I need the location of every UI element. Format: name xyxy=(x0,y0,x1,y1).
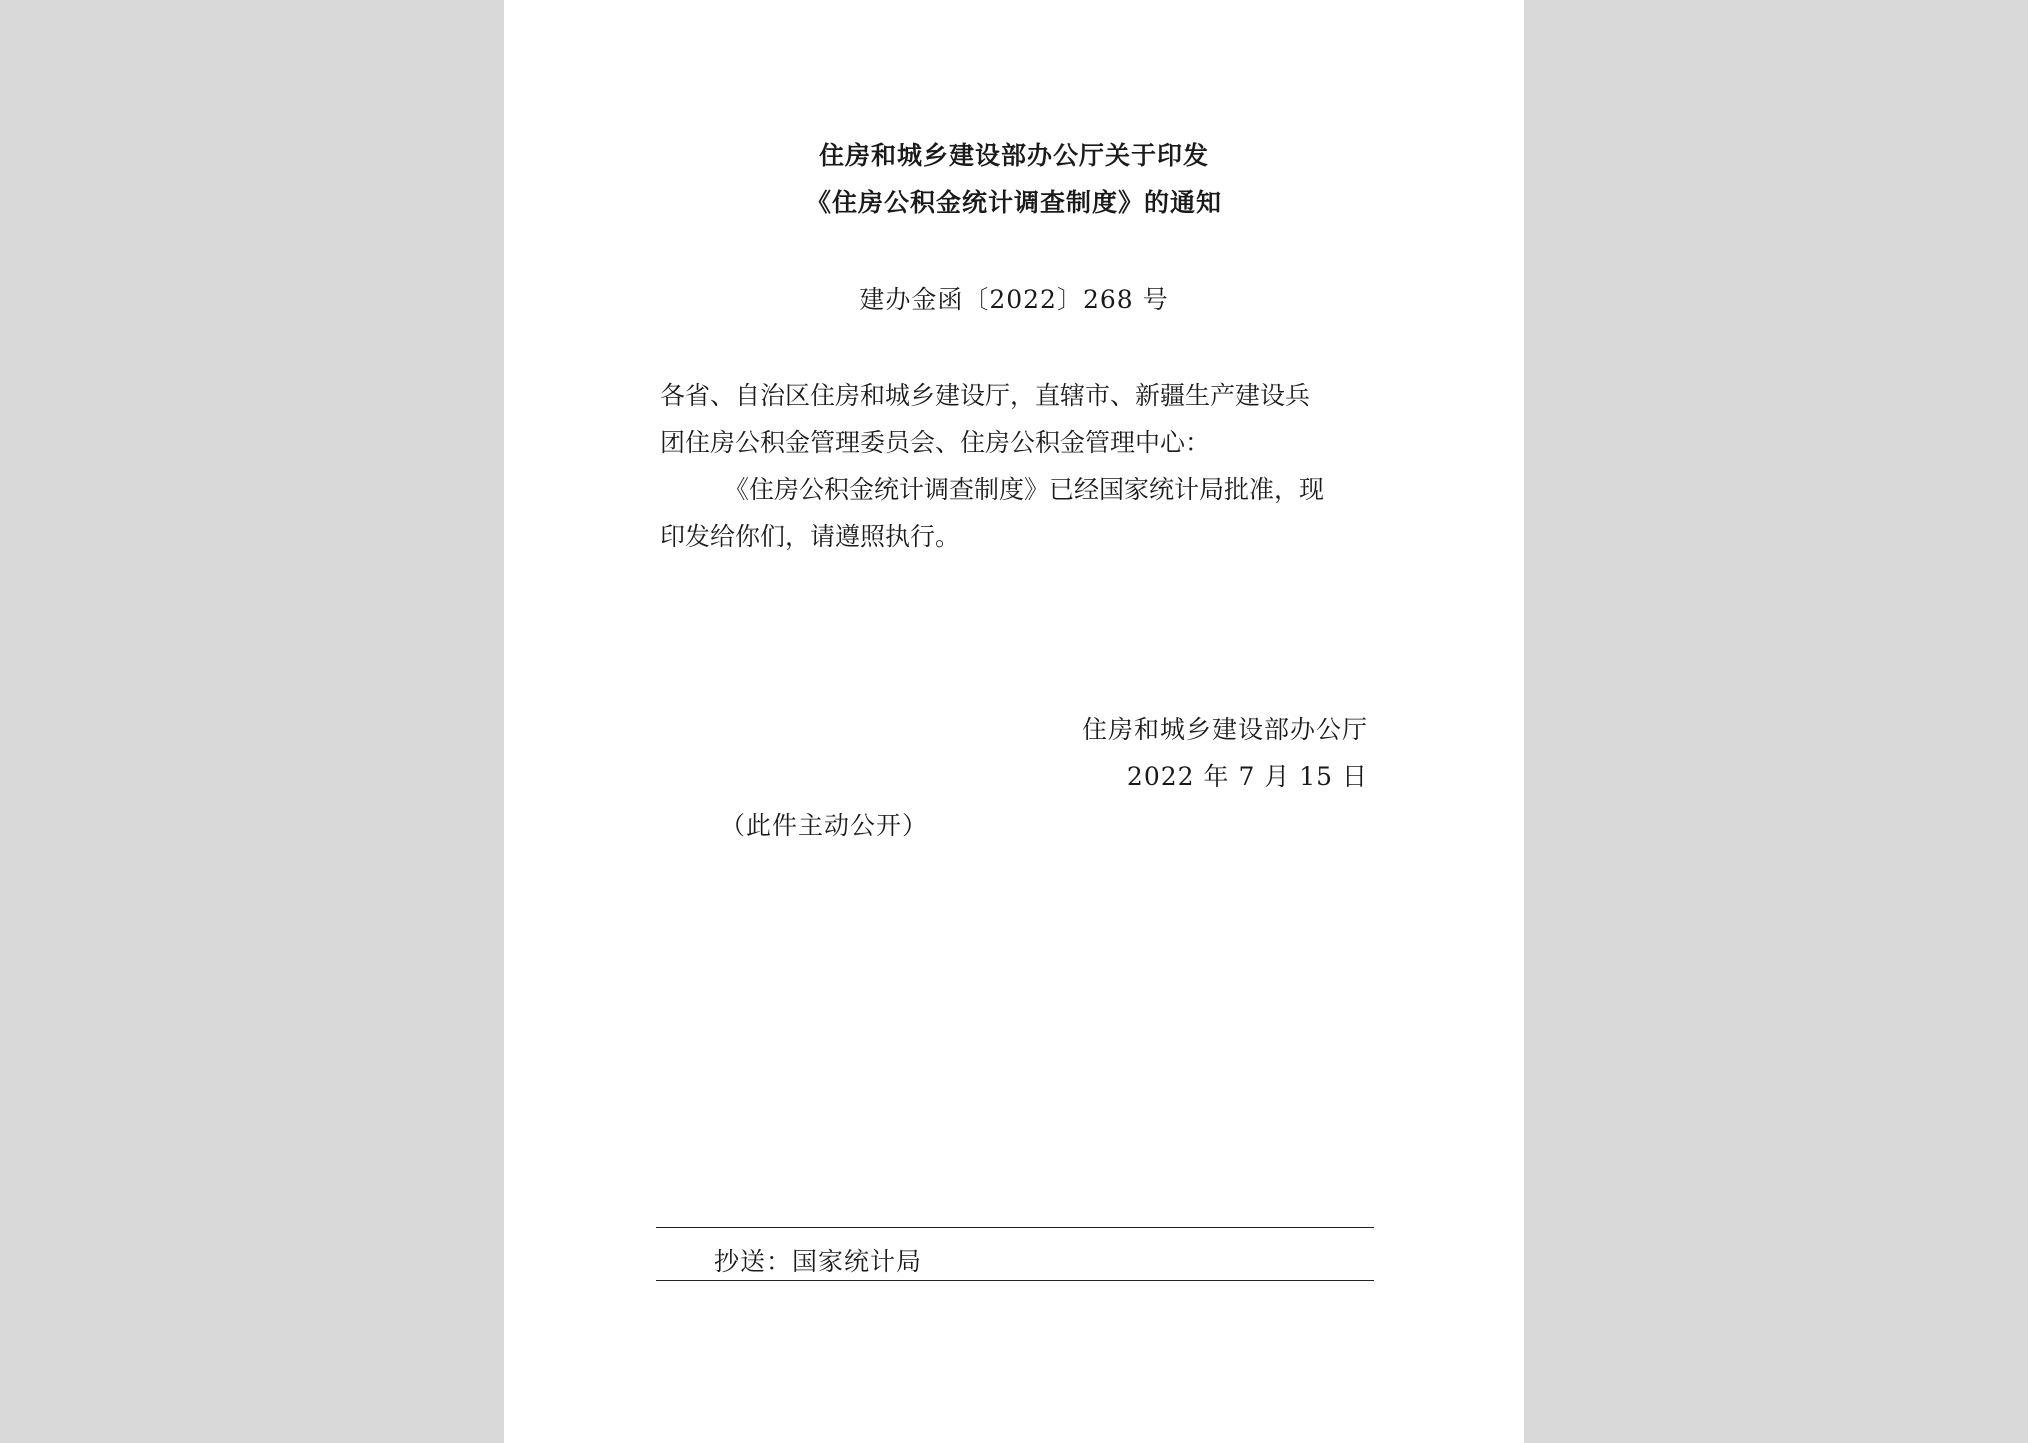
addressee-line1: 各省、自治区住房和城乡建设厅，直辖市、新疆生产建设兵 xyxy=(660,381,1311,410)
addressee xyxy=(660,372,1370,466)
body-line2: 印发给你们，请遵照执行。 xyxy=(660,522,961,551)
document-number: 建办金函〔2022〕268 号 xyxy=(859,285,1169,314)
disclosure-note: （此件主动公开） xyxy=(720,811,929,840)
body-line1: 《住房公积金统计调查制度》已经国家统计局批准，现 xyxy=(724,475,1325,504)
cc-divider-bottom xyxy=(656,1280,1374,1281)
document-title-line2: 《住房公积金统计调查制度》的通知 xyxy=(805,188,1222,217)
addressee-line2: 团住房公积金管理委员会、住房公积金管理中心： xyxy=(660,428,1211,457)
cc-divider-top xyxy=(656,1227,1374,1228)
issue-date: 2022 年 7 月 15 日 xyxy=(1126,762,1368,791)
cc-line: 抄送：国家统计局 xyxy=(714,1247,923,1276)
body-paragraph xyxy=(660,466,1370,560)
document-title-line1: 住房和城乡建设部办公厅关于印发 xyxy=(818,141,1209,170)
document-page xyxy=(504,0,1524,1443)
signer: 住房和城乡建设部办公厅 xyxy=(1081,715,1368,744)
